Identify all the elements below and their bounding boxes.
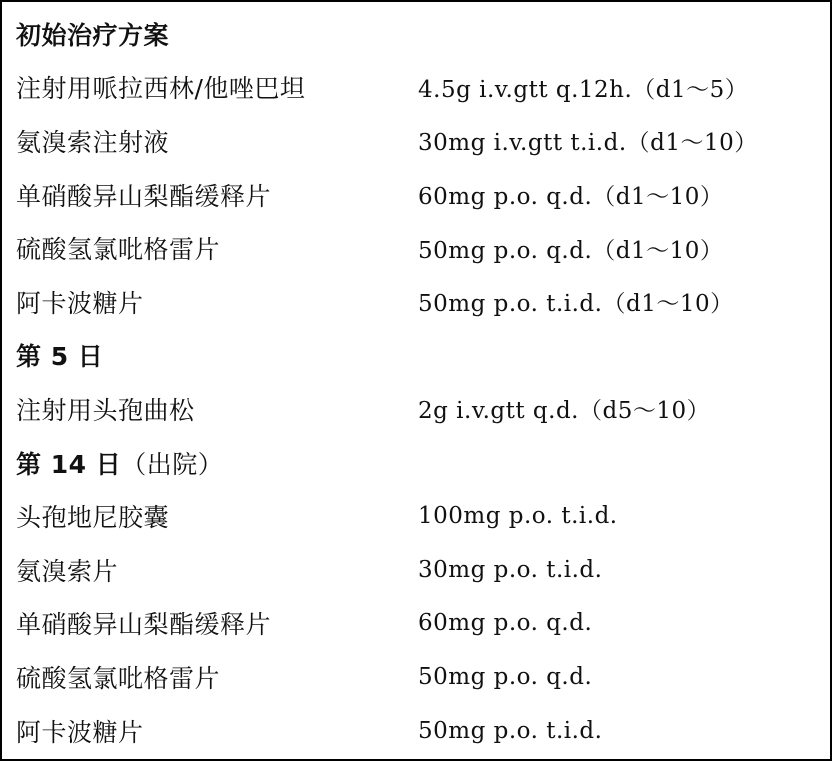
drug-dosage: 60mg p.o. q.d. bbox=[418, 610, 593, 637]
medication-row bbox=[2, 382, 830, 436]
medication-row bbox=[2, 168, 830, 222]
medication-row bbox=[2, 61, 830, 115]
section-title-suffix: （出院） bbox=[121, 449, 224, 479]
drug-dosage: 60mg p.o. q.d.（d1～10） bbox=[418, 184, 724, 211]
drug-name: 硫酸氢氯吡格雷片 bbox=[16, 235, 221, 265]
section-title-main: 第 14 日 bbox=[16, 449, 122, 479]
drug-name: 阿卡波糖片 bbox=[16, 288, 144, 318]
drug-name: 阿卡波糖片 bbox=[16, 717, 144, 747]
drug-dosage: 30mg i.v.gtt t.i.d.（d1～10） bbox=[418, 130, 758, 157]
drug-name: 单硝酸异山梨酯缓释片 bbox=[16, 610, 272, 640]
drug-name: 硫酸氢氯吡格雷片 bbox=[16, 663, 221, 693]
section-heading-initial bbox=[2, 7, 830, 61]
drug-dosage: 50mg p.o. q.d.（d1～10） bbox=[418, 237, 724, 264]
medication-row bbox=[2, 704, 830, 758]
medication-row bbox=[2, 543, 830, 597]
section-title bbox=[2, 445, 223, 481]
section-heading-day-5 bbox=[2, 329, 830, 383]
drug-dosage: 4.5g i.v.gtt q.12h.（d1～5） bbox=[418, 76, 749, 103]
section-heading-day-14 bbox=[2, 436, 830, 490]
drug-dosage: 100mg p.o. t.i.d. bbox=[418, 503, 618, 530]
drug-name: 头孢地尼胶囊 bbox=[16, 503, 170, 533]
drug-name: 注射用哌拉西林/他唑巴坦 bbox=[16, 74, 306, 104]
medication-row bbox=[2, 489, 830, 543]
drug-name: 注射用头孢曲松 bbox=[16, 395, 195, 425]
medication-row bbox=[2, 597, 830, 651]
medication-row bbox=[2, 221, 830, 275]
medication-row bbox=[2, 275, 830, 329]
drug-name: 氨溴索片 bbox=[16, 556, 119, 586]
section-title: 初始治疗方案 bbox=[16, 20, 170, 50]
drug-name: 氨溴索注射液 bbox=[16, 127, 170, 157]
drug-name: 单硝酸异山梨酯缓释片 bbox=[16, 181, 272, 211]
drug-dosage: 50mg p.o. t.i.d.（d1～10） bbox=[418, 291, 734, 318]
medication-row bbox=[2, 114, 830, 168]
drug-dosage: 2g i.v.gtt q.d.（d5～10） bbox=[418, 398, 711, 425]
medication-row bbox=[2, 650, 830, 704]
drug-dosage: 50mg p.o. t.i.d. bbox=[418, 717, 603, 744]
section-title: 第 5 日 bbox=[16, 342, 104, 372]
drug-dosage: 30mg p.o. t.i.d. bbox=[418, 556, 603, 583]
drug-dosage: 50mg p.o. q.d. bbox=[418, 663, 593, 690]
